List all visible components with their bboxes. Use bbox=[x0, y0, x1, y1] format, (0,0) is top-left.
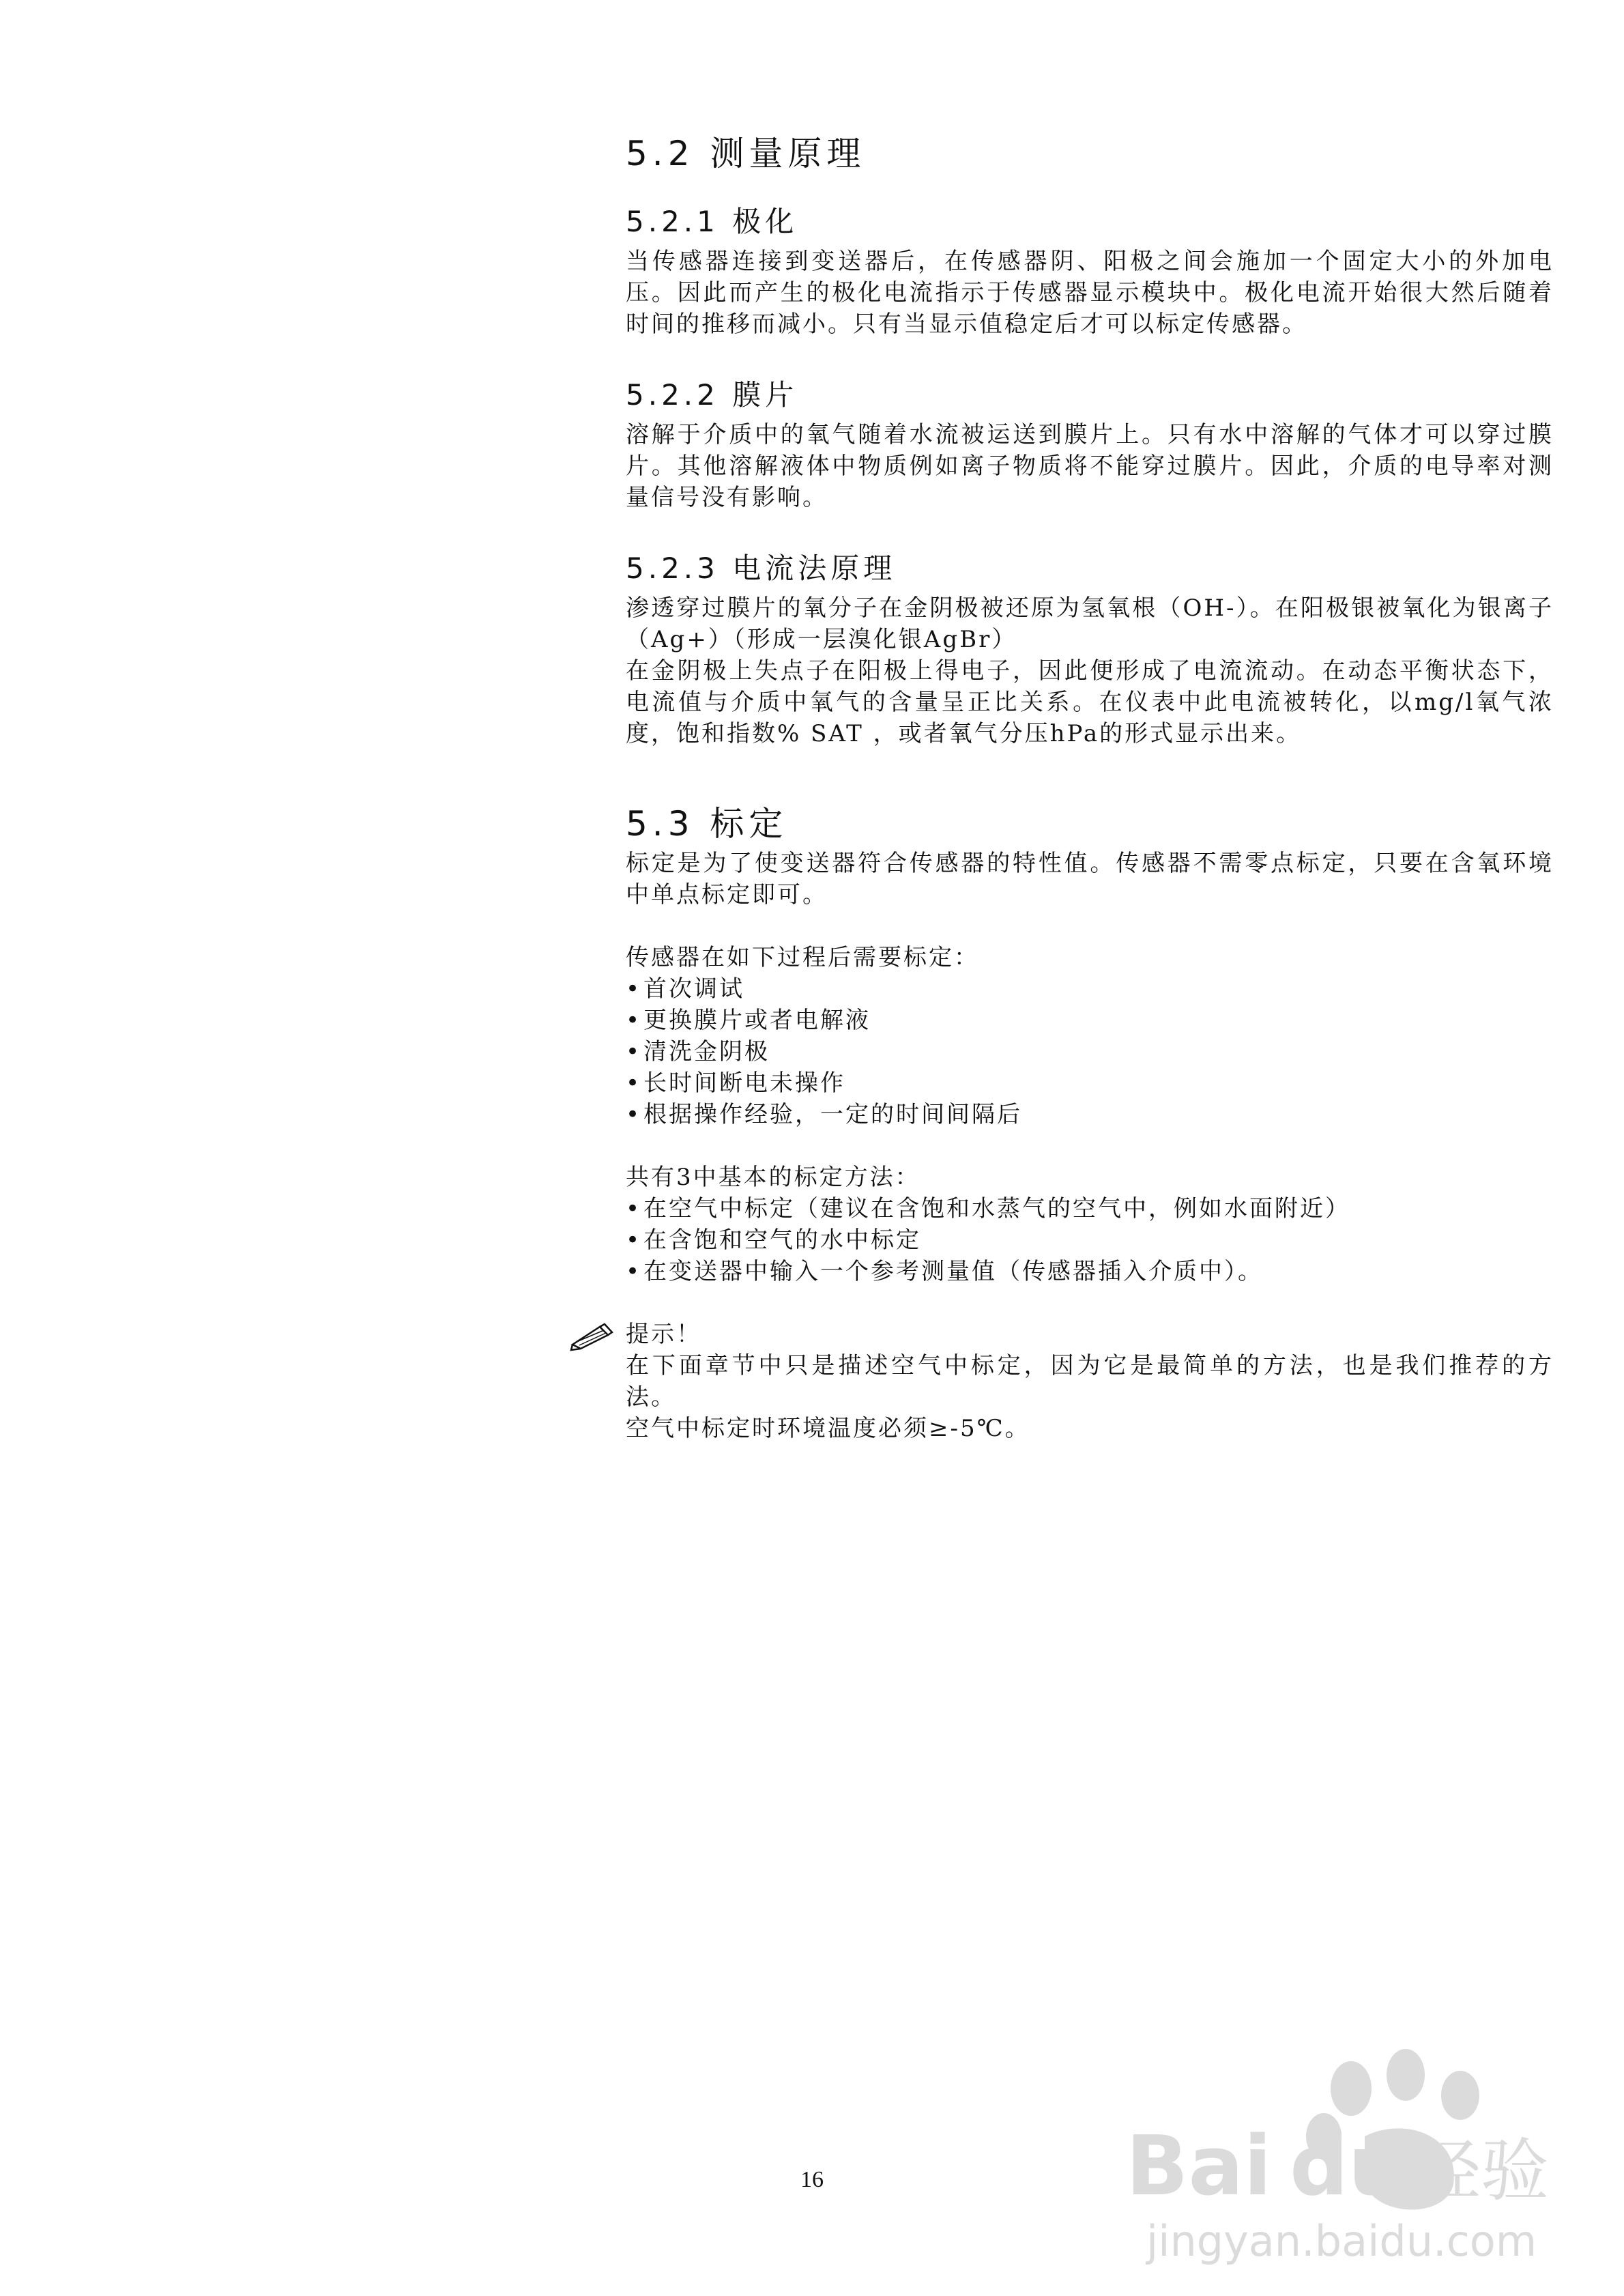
bullet-icon: • bbox=[626, 975, 642, 1003]
bullet-icon: • bbox=[626, 1226, 642, 1254]
pencil-note-icon bbox=[568, 1321, 616, 1351]
section-5-3-intro: 标定是为了使变送器符合传感器的特性值。传感器不需零点标定，只要在含氧环境中单点标定即可。 bbox=[626, 850, 1554, 908]
calibration-methods-list bbox=[626, 1193, 1554, 1287]
watermark-brand: Bai bbox=[1126, 2119, 1272, 2214]
section-5-2-3-body-1: 渗透穿过膜片的氧分子在金阴极被还原为氢氧根（OH-）。在阳极银被氧化为银离子（Ag+）（形成一层溴化银AgBr） bbox=[626, 594, 1554, 653]
note-line-1: 在下面章节中只是描述空气中标定，因为它是最简单的方法，也是我们推荐的方法。 bbox=[626, 1352, 1554, 1411]
section-5-2-1-body: 当传感器连接到变送器后，在传感器阴、阳极之间会施加一个固定大小的外加电压。因此而产生的极化电流指示于传感器显示模块中。极化电流开始很大然后随着时间的推移而减小。只有当显示值稳定后才可以标定传感器。 bbox=[626, 248, 1554, 338]
calibration-methods-intro: 共有3中基本的标定方法： bbox=[626, 1164, 920, 1191]
section-5-3-heading: 5.3 标定 bbox=[626, 804, 788, 844]
page-content bbox=[626, 123, 1554, 1444]
section-5-2-2-body: 溶解于介质中的氧气随着水流被运送到膜片上。只有水中溶解的气体才可以穿过膜片。其他溶解液体中物质例如离子物质将不能穿过膜片。因此，介质的电导率对测量信号没有影响。 bbox=[626, 421, 1554, 511]
baidu-jingyan-watermark-logo bbox=[1119, 2048, 1597, 2273]
list-item: •长时间断电未操作 bbox=[626, 1067, 1554, 1099]
calibration-needed-intro: 传感器在如下过程后需要标定： bbox=[626, 944, 979, 971]
list-item: •在变送器中输入一个参考测量值（传感器插入介质中）。 bbox=[626, 1256, 1554, 1287]
note-line-2: 空气中标定时环境温度必须≥-5℃。 bbox=[626, 1415, 1030, 1442]
bullet-icon: • bbox=[626, 1195, 642, 1222]
section-5-2-2-heading: 5.2.2 膜片 bbox=[626, 378, 798, 412]
bullet-icon: • bbox=[626, 1258, 642, 1285]
section-5-2-heading: 5.2 测量原理 bbox=[626, 134, 866, 173]
list-item: •根据操作经验，一定的时间间隔后 bbox=[626, 1099, 1554, 1130]
note-block bbox=[626, 1319, 1554, 1444]
watermark-brand-2: du bbox=[1290, 2119, 1407, 2214]
watermark-product: 经验 bbox=[1412, 2131, 1549, 2211]
section-5-2-1-heading: 5.2.1 极化 bbox=[626, 205, 798, 238]
section-5-2-3-body-2: 在金阴极上失点子在阳极上得电子，因此便形成了电流流动。在动态平衡状态下，电流值与介质中氧气的含量呈正比关系。在仪表中此电流被转化，以mg/l氧气浓度，饱和指数% SAT ，或者氧气分压hPa的形式显示出来。 bbox=[626, 657, 1554, 747]
calibration-needed-list bbox=[626, 973, 1554, 1130]
bullet-icon: • bbox=[626, 1007, 642, 1034]
section-5-2-3-heading: 5.2.3 电流法原理 bbox=[626, 551, 897, 585]
list-item: •更换膜片或者电解液 bbox=[626, 1005, 1554, 1036]
list-item: •首次调试 bbox=[626, 973, 1554, 1005]
bullet-icon: • bbox=[626, 1070, 642, 1097]
list-item: •在含饱和空气的水中标定 bbox=[626, 1224, 1554, 1256]
bullet-icon: • bbox=[626, 1038, 642, 1065]
note-label: 提示！ bbox=[626, 1321, 701, 1348]
watermark-url: jingyan.baidu.com bbox=[1146, 2216, 1537, 2266]
list-item: •清洗金阴极 bbox=[626, 1036, 1554, 1067]
page-number: 16 bbox=[800, 2167, 824, 2192]
bullet-icon: • bbox=[626, 1101, 642, 1128]
list-item: •在空气中标定（建议在含饱和水蒸气的空气中，例如水面附近） bbox=[626, 1193, 1554, 1224]
